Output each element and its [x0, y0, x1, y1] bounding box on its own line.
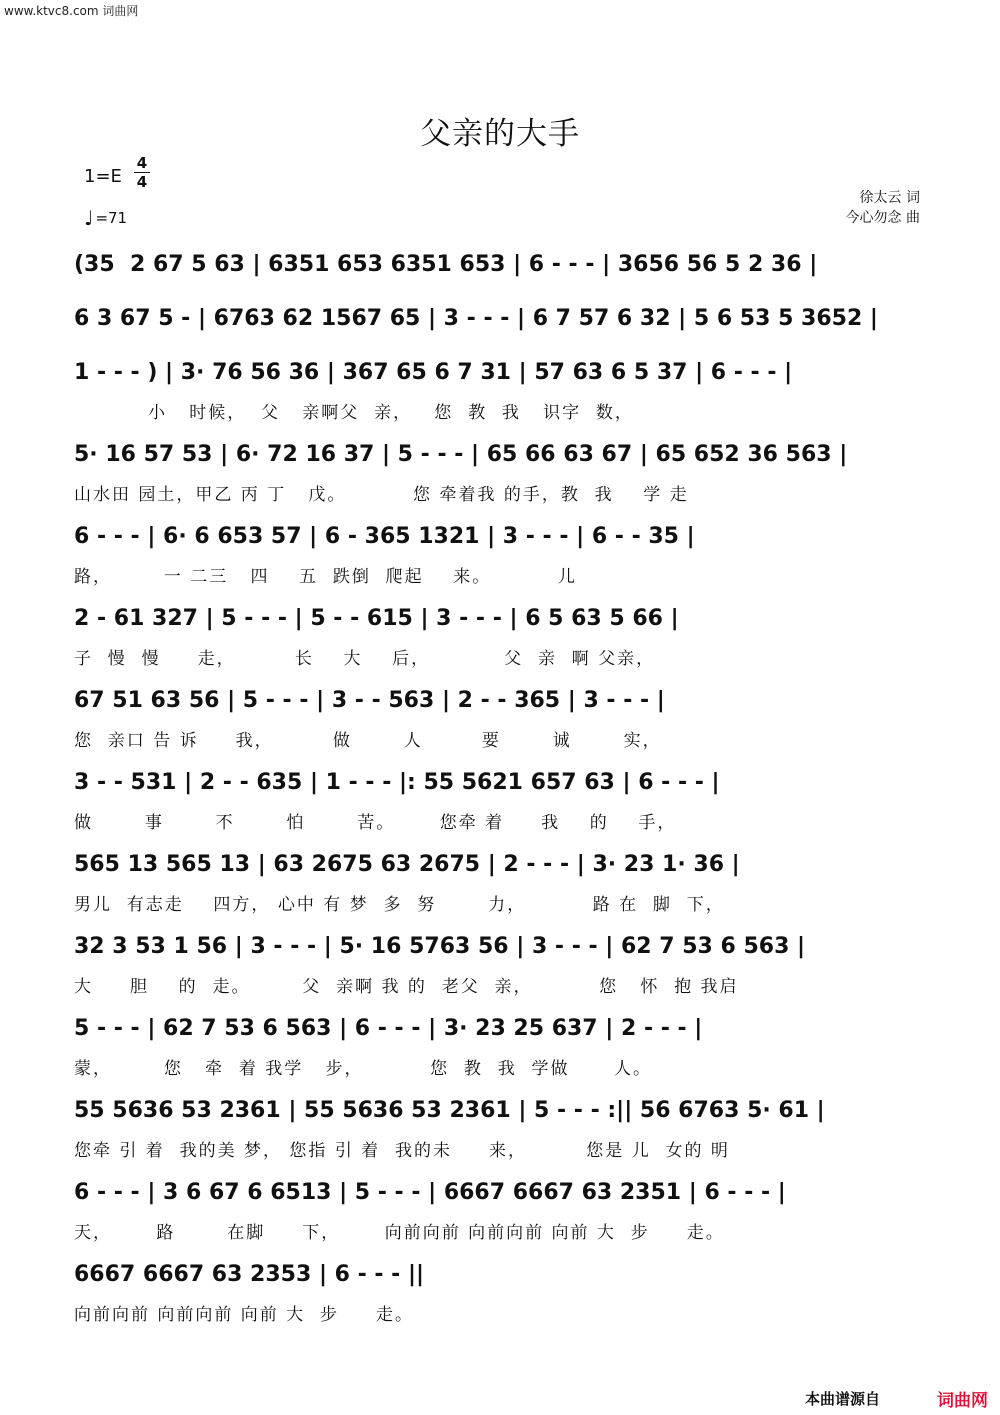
notation-line: 2 - 61 327 | 5 - - - | 5 - - 615 | 3 - - - | 6 5 63 5 66 | [74, 606, 679, 631]
notation-line: 6 - - - | 3 6 67 6 6513 | 5 - - - | 6667 6667 63 2351 | 6 - - - | [74, 1180, 786, 1205]
lyric-line: 您牵 引 着 我的美 梦， 您指 引 着 我的未 来， 您是 儿 女的 明 [74, 1141, 730, 1161]
notation-line: 55 5636 53 2361 | 55 5636 53 2361 | 5 - - - :|| 56 6763 5· 61 | [74, 1098, 825, 1123]
credits [846, 188, 920, 228]
key-signature: 1=E [84, 166, 122, 187]
tempo-value: =71 [95, 209, 128, 227]
lyric-line: 山水田 园土，甲乙 丙 丁 戊。 您 牵着我 的手，教 我 学 走 [74, 485, 689, 505]
footer-logo: 词曲网 [937, 1391, 988, 1411]
time-signature-top: 4 [136, 154, 148, 172]
notation-line: 1 - - - ) | 3· 76 56 36 | 367 65 6 7 31 | 57 63 6 5 37 | 6 - - - | [74, 360, 793, 385]
notation-line: 3 - - 531 | 2 - - 635 | 1 - - - |: 55 5621 657 63 | 6 - - - | [74, 770, 720, 795]
lyric-line: 向前向前 向前向前 向前 大 步 走。 [74, 1305, 415, 1325]
lyric-line: 路， 一 二三 四 五 跌倒 爬起 来。 儿 [74, 567, 577, 587]
lyric-line: 您 亲口 告 诉 我， 做 人 要 诚 实， [74, 731, 662, 751]
time-signature [134, 155, 150, 190]
lyric-line: 蒙， 您 牵 着 我学 步， 您 教 我 学做 人。 [74, 1059, 652, 1079]
lyricist: 徐太云 词 [859, 190, 920, 206]
notation-line: 5 - - - | 62 7 53 6 563 | 6 - - - | 3· 23 25 637 | 2 - - - | [74, 1016, 703, 1041]
lyric-line: 大 胆 的 走。 父 亲啊 我 的 老父 亲， 您 怀 抱 我启 [74, 977, 739, 997]
notation-line: 6667 6667 63 2353 | 6 - - - || [74, 1262, 425, 1287]
tempo-mark [84, 206, 127, 230]
notation-line: 565 13 565 13 | 63 2675 63 2675 | 2 - - - | 3· 23 1· 36 | [74, 852, 740, 877]
notation-line: 5· 16 57 53 | 6· 72 16 37 | 5 - - - | 65 66 63 67 | 65 652 36 563 | [74, 442, 848, 467]
quarter-note-icon: ♩ [84, 206, 94, 230]
site-url: www.ktvc8.com 词曲网 [4, 4, 139, 18]
lyric-line: 男儿 有志走 四方， 心中 有 梦 多 努 力， 路 在 脚 下， [74, 895, 725, 915]
notation-line: 67 51 63 56 | 5 - - - | 3 - - 563 | 2 - - 365 | 3 - - - | [74, 688, 665, 713]
footer-source: 本曲谱源自 [804, 1390, 880, 1408]
lyric-line: 天， 路 在脚 下， 向前向前 向前向前 向前 大 步 走。 [74, 1223, 725, 1243]
notation-line: 6 3 67 5 - | 6763 62 1567 65 | 3 - - - | 6 7 57 6 32 | 5 6 53 5 3652 | [74, 306, 878, 331]
lyric-line: 子 慢 慢 走， 长 大 后， 父 亲 啊 父亲， [74, 649, 656, 669]
composer: 今心勿念 曲 [845, 210, 920, 226]
song-title: 父亲的大手 [420, 116, 580, 152]
notation-line: 32 3 53 1 56 | 3 - - - | 5· 16 5763 56 | 3 - - - | 62 7 53 6 563 | [74, 934, 806, 959]
lyric-line: 做 事 不 怕 苦。 您牵 着 我 的 手， [74, 813, 677, 833]
notation-line: 6 - - - | 6· 6 653 57 | 6 - 365 1321 | 3 - - - | 6 - - 35 | [74, 524, 695, 549]
lyric-line: 小 时候， 父 亲啊父 亲， 您 教 我 识字 数， [74, 403, 634, 423]
time-signature-bottom: 4 [136, 173, 148, 191]
notation-line: (35 2 67 5 63 | 6351 653 6351 653 | 6 - - - | 3656 56 5 2 36 | [74, 252, 818, 277]
